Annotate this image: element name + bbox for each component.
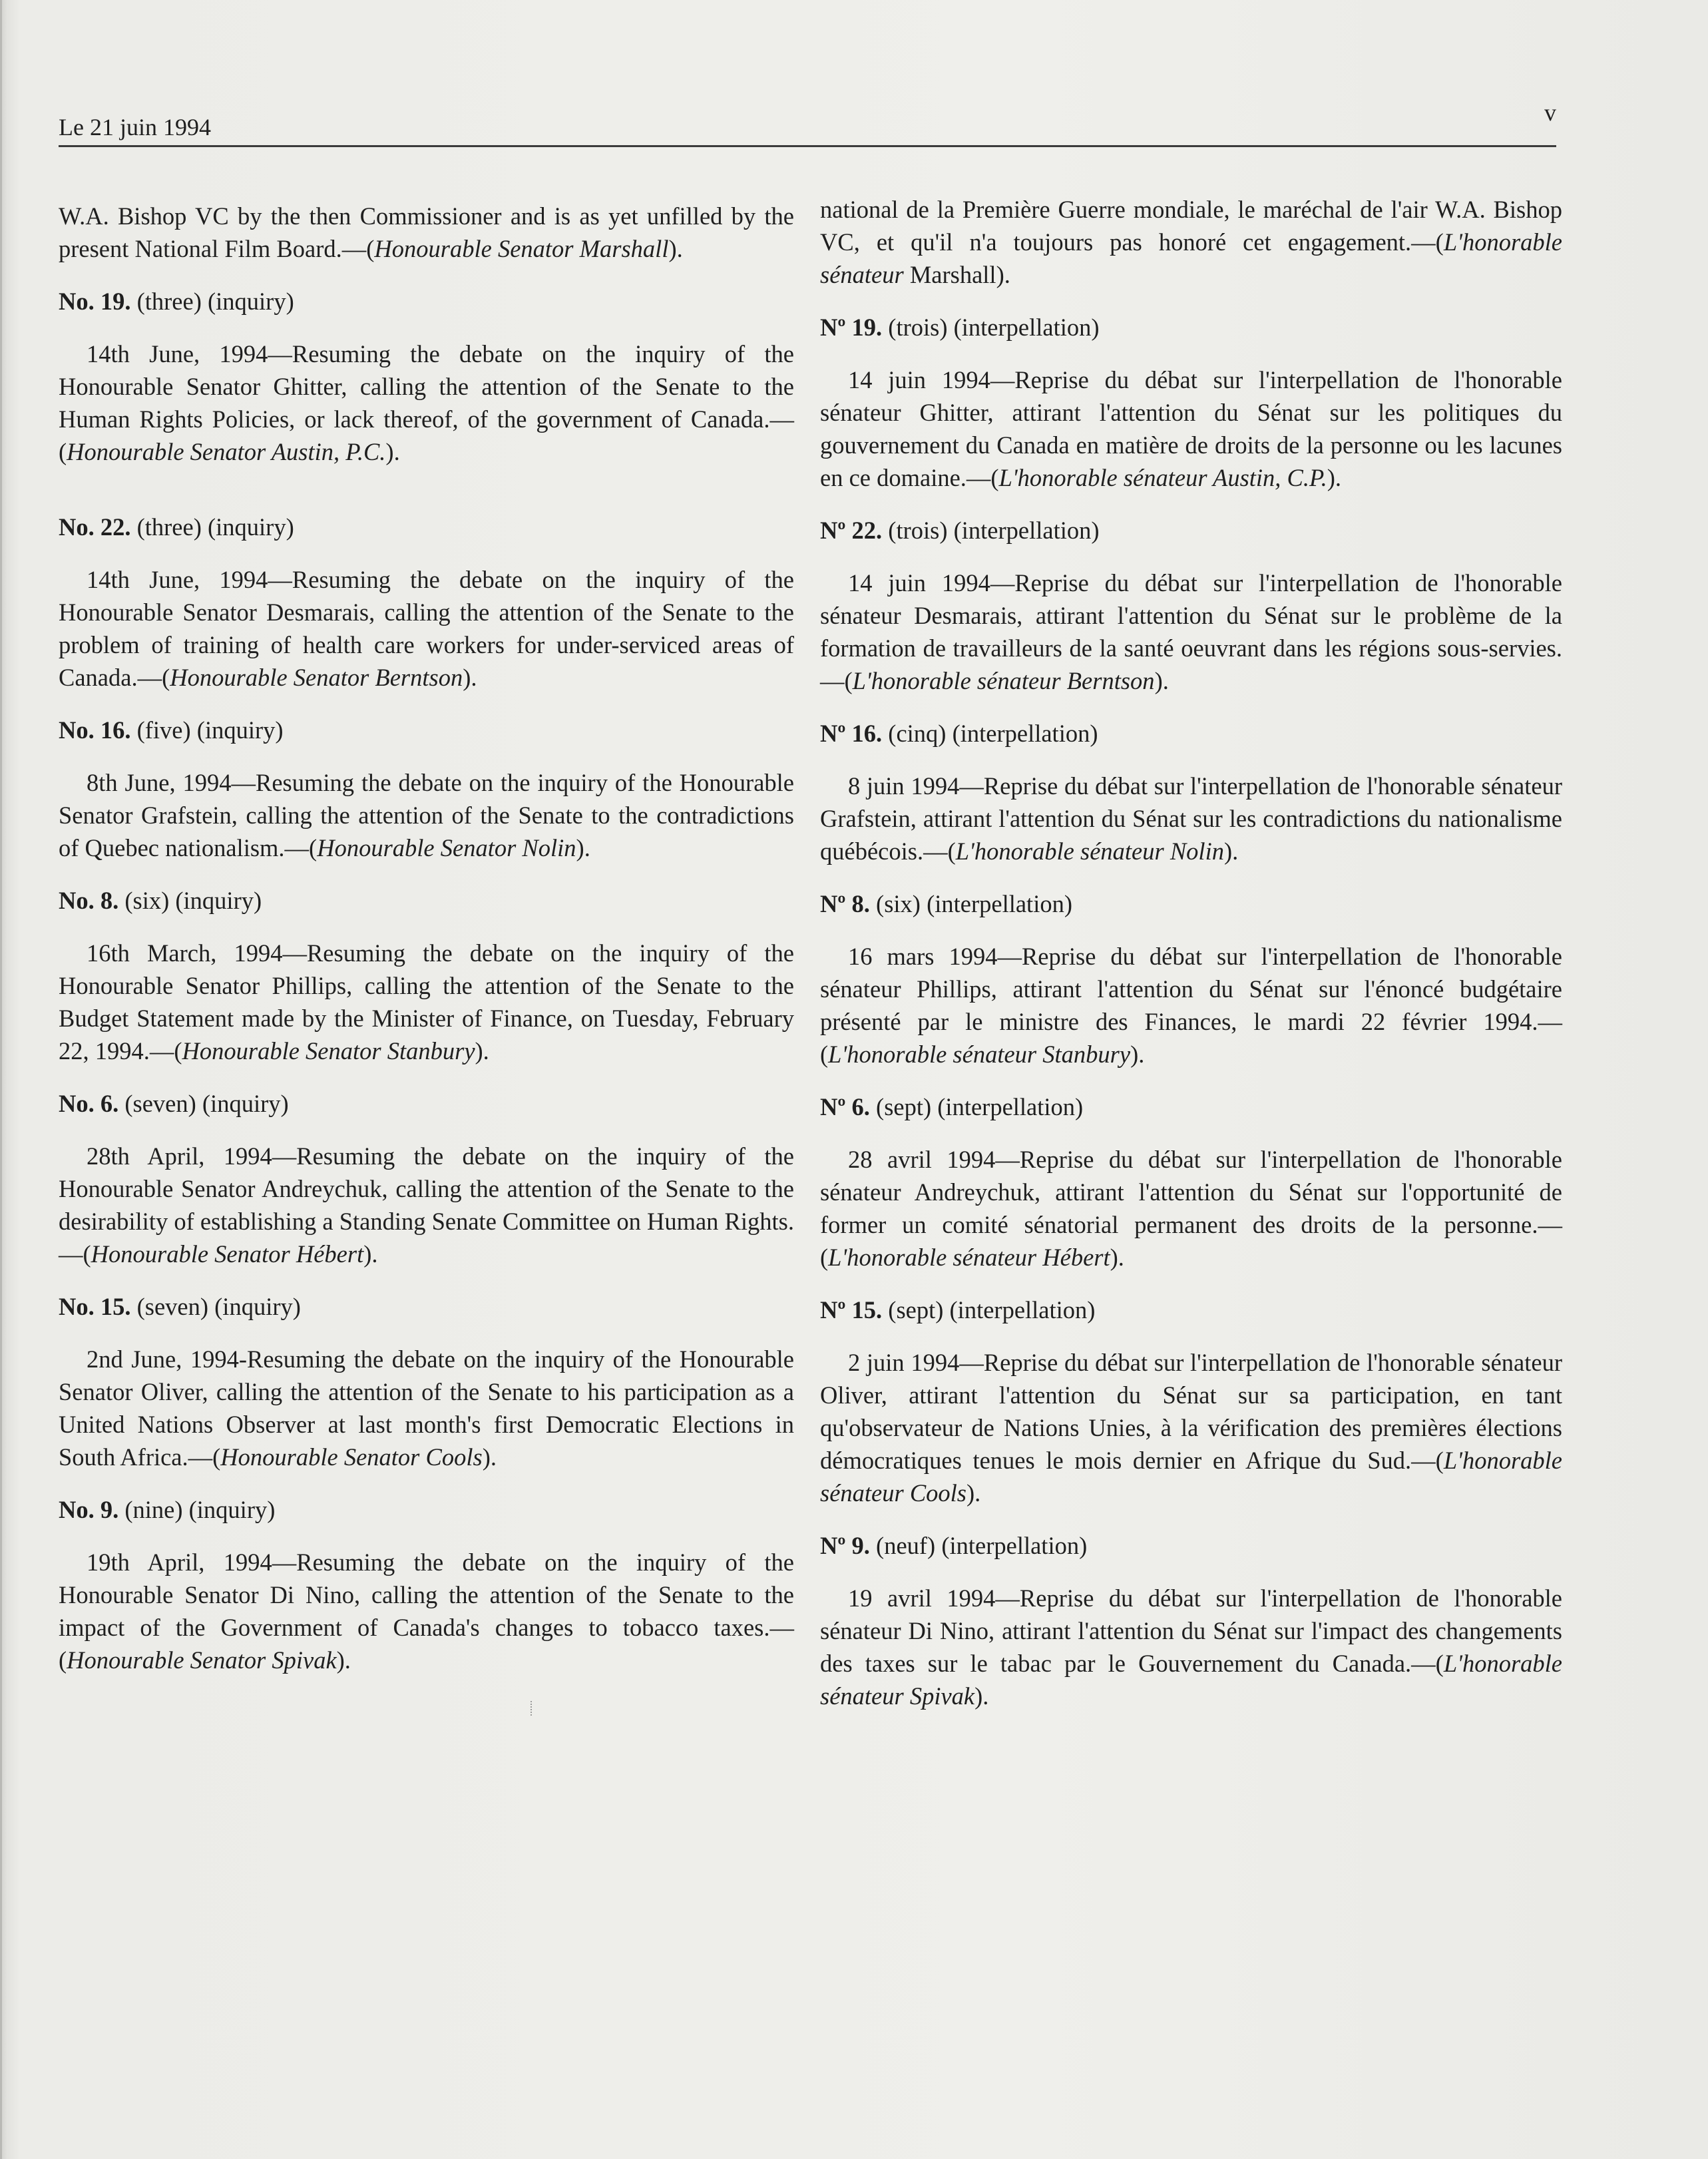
item-number: No. 15. [59,1293,131,1320]
item-heading [59,714,794,746]
item-heading [820,1294,1562,1326]
item-number: No. 16. [59,716,131,744]
page-header [59,99,1556,146]
spacer [59,488,794,511]
item-text: 2 juin 1994—Reprise du débat sur l'interpellation de l'honorable sénateur Oliver, attirant l'attention du Sénat sur sa participation, en tant qu'observateur de Nations Unies, à la vérification des premières élections démocratiques tenues le mois dernier en Afrique du Sud.—( [820,1349,1562,1474]
interpellation-item [820,1294,1562,1509]
item-number: Nº 16. [820,720,883,747]
item-heading [59,1493,794,1526]
item-meta: (five) (inquiry) [130,716,284,744]
item-heading [59,1290,794,1323]
item-heading [59,285,794,318]
item-body [59,766,794,864]
attribution: L'honorable sénateur [820,228,1562,288]
closing-punctuation: ). [475,1037,489,1065]
interpellation-item [820,311,1562,494]
item-body [820,363,1562,494]
running-head-date: Le 21 juin 1994 [59,114,211,140]
item-text: 2nd June, 1994-Resuming the debate on the inquiry of the Honourable Senator Oliver, calling the attention of the Senate to his participation as a United Nations Observer at last month's first Democratic Elections in South Africa.—( [59,1345,794,1471]
item-meta: (six) (inquiry) [118,887,262,914]
item-heading [820,514,1562,547]
item-number: No. 19. [59,288,131,315]
item-text: 16th March, 1994—Resuming the debate on the inquiry of the Honourable Senator Phillips, calling the attention of the Senate to the Budget Statement made by the Minister of Finance, on Tuesday, February 22, 1994.—( [59,939,794,1065]
item-number: No. 8. [59,887,119,914]
item-meta: (sept) (interpellation) [882,1296,1096,1323]
item-text: 14th June, 1994—Resuming the debate on the inquiry of the Honourable Senator Ghitter, calling the attention of the Senate to the Human Rights Policies, or lack thereof, of the government of Canada.—( [59,340,794,465]
item-meta: (seven) (inquiry) [118,1090,289,1117]
item-text: 16 mars 1994—Reprise du débat sur l'interpellation de l'honorable sénateur Phillips, attirant l'attention du Sénat sur l'énoncé budgétaire présenté par le ministre des Finances, le mardi 22 février 1994.—( [820,943,1562,1068]
item-heading [59,511,794,543]
header-rule [59,145,1556,147]
item-body [59,1546,794,1676]
item-body [820,940,1562,1071]
english-column [59,200,794,1696]
item-number: Nº 9. [820,1532,870,1559]
closing-punctuation: ). [363,1240,378,1268]
inquiry-item [59,285,794,468]
closing-punctuation: ). [482,1443,497,1471]
closing-punctuation: ). [336,1646,351,1674]
continuation-text: national de la Première Guerre mondiale, le maréchal de l'air W.A. Bishop VC, et qu'il n'a toujours pas honoré cet engagement.—( [820,196,1562,256]
item-body [820,1582,1562,1712]
item-body [59,937,794,1067]
item-heading [820,1090,1562,1123]
item-number: No. 22. [59,513,131,541]
item-meta: (three) (inquiry) [130,288,294,315]
item-number: Nº 8. [820,890,870,917]
item-heading [59,884,794,917]
item-heading [820,887,1562,920]
attribution: Honourable Senator Marshall [374,235,669,262]
item-text: 28th April, 1994—Resuming the debate on the inquiry of the Honourable Senator Andreychuk, calling the attention of the Senate to the desirability of establishing a Standing Senate Committee on Human Rights.—( [59,1142,794,1268]
attribution: L'honorable sénateur Stanbury [828,1041,1131,1068]
item-number: No. 6. [59,1090,119,1117]
attribution: Honourable Senator Stanbury [182,1037,475,1065]
item-meta: (trois) (interpellation) [882,314,1100,341]
closing-punctuation: ). [966,1479,981,1507]
item-meta: (cinq) (interpellation) [882,720,1098,747]
inquiry-item [59,1087,794,1270]
item-text: 19th April, 1994—Resuming the debate on the inquiry of the Honourable Senator Di Nino, calling the attention of the Senate to the impact of the Government of Canada's changes to tobacco taxes.—( [59,1549,794,1674]
continuation-paragraph [820,193,1562,291]
scan-speck [531,1701,534,1716]
closing-punctuation: ). [463,664,477,691]
item-number: Nº 19. [820,314,883,341]
attribution: Honourable Senator Austin, P.C. [67,438,386,465]
closing-punctuation: Marshall). [903,261,1010,288]
closing-punctuation: ). [1327,464,1342,491]
interpellation-item [820,717,1562,867]
interpellation-item [820,514,1562,697]
attribution: Honourable Senator Nolin [317,834,576,861]
interpellation-item [820,887,1562,1071]
item-number: Nº 15. [820,1296,883,1323]
inquiry-item [59,511,794,694]
french-column [820,193,1562,1732]
attribution: L'honorable sénateur Spivak [820,1650,1562,1710]
attribution: Honourable Senator Cools [220,1443,483,1471]
item-text: 14 juin 1994—Reprise du débat sur l'interpellation de l'honorable sénateur Desmarais, attirant l'attention du Sénat sur le problème de la formation de travailleurs de la santé oeuvrant dans les régions sous-servies.—( [820,569,1562,694]
closing-punctuation: ). [385,438,400,465]
closing-punctuation: ). [1130,1041,1145,1068]
item-number: Nº 6. [820,1093,870,1120]
item-meta: (six) (interpellation) [869,890,1072,917]
continuation-text: W.A. Bishop VC by the then Commissioner and is as yet unfilled by the present National Film Board.—( [59,202,794,262]
closing-punctuation: ). [1110,1244,1124,1271]
page-number: v [1544,99,1556,126]
item-meta: (neuf) (interpellation) [869,1532,1088,1559]
inquiry-item [59,1493,794,1676]
item-body [820,1143,1562,1274]
item-text: 8th June, 1994—Resuming the debate on the inquiry of the Honourable Senator Grafstein, calling the attention of the Senate to the contradictions of Quebec nationalism.—( [59,769,794,861]
item-heading [820,717,1562,750]
attribution: L'honorable sénateur Hébert [828,1244,1110,1271]
item-heading [820,311,1562,344]
item-body [59,563,794,694]
attribution: L'honorable sénateur Berntson [852,667,1155,694]
attribution: Honourable Senator Hébert [91,1240,364,1268]
inquiry-item [59,714,794,864]
interpellation-item [820,1090,1562,1274]
interpellation-item [820,1529,1562,1712]
item-text: 8 juin 1994—Reprise du débat sur l'interpellation de l'honorable sénateur Grafstein, attirant l'attention du Sénat sur les contradictions du nationalisme québécois.—( [820,772,1562,865]
item-number: No. 9. [59,1496,119,1523]
item-meta: (nine) (inquiry) [118,1496,276,1523]
continuation-paragraph [59,200,794,265]
attribution: Honourable Senator Berntson [170,664,463,691]
closing-punctuation: ). [668,235,683,262]
item-meta: (trois) (interpellation) [882,517,1100,544]
closing-punctuation: ). [576,834,590,861]
attribution: L'honorable sénateur Cools [820,1447,1562,1507]
item-heading [59,1087,794,1120]
item-text: 28 avril 1994—Reprise du débat sur l'interpellation de l'honorable sénateur Andreychuk, attirant l'attention du Sénat sur l'opportunité de former un comité sénatorial permanent des droits de la personne.—( [820,1146,1562,1271]
item-body [59,1343,794,1473]
item-text: 14th June, 1994—Resuming the debate on the inquiry of the Honourable Senator Desmarais, calling the attention of the Senate to the problem of training of health care workers for under-serviced areas of Canada.—( [59,566,794,691]
attribution: L'honorable sénateur Austin, C.P. [998,464,1327,491]
item-meta: (three) (inquiry) [130,513,294,541]
closing-punctuation: ). [974,1682,989,1710]
item-number: Nº 22. [820,517,883,544]
item-meta: (seven) (inquiry) [130,1293,301,1320]
inquiry-item [59,884,794,1067]
item-text: 19 avril 1994—Reprise du débat sur l'interpellation de l'honorable sénateur Di Nino, attirant l'attention du Sénat sur l'impact des changements des taxes sur le tabac par le Gouvernement du Canada.—( [820,1584,1562,1677]
item-body [59,338,794,468]
item-body [59,1140,794,1270]
page-edge [0,0,2,2159]
closing-punctuation: ). [1223,838,1239,865]
attribution: L'honorable sénateur Nolin [955,838,1224,865]
item-body [820,770,1562,867]
item-body [820,1346,1562,1509]
attribution: Honourable Senator Spivak [67,1646,337,1674]
item-body [820,567,1562,697]
closing-punctuation: ). [1154,667,1169,694]
item-meta: (sept) (interpellation) [869,1093,1084,1120]
item-text: 14 juin 1994—Reprise du débat sur l'interpellation de l'honorable sénateur Ghitter, attirant l'attention du Sénat sur les politiques du gouvernement du Canada en matière de droits de la personne ou les lacunes en ce domaine.—( [820,366,1562,491]
inquiry-item [59,1290,794,1473]
item-heading [820,1529,1562,1562]
